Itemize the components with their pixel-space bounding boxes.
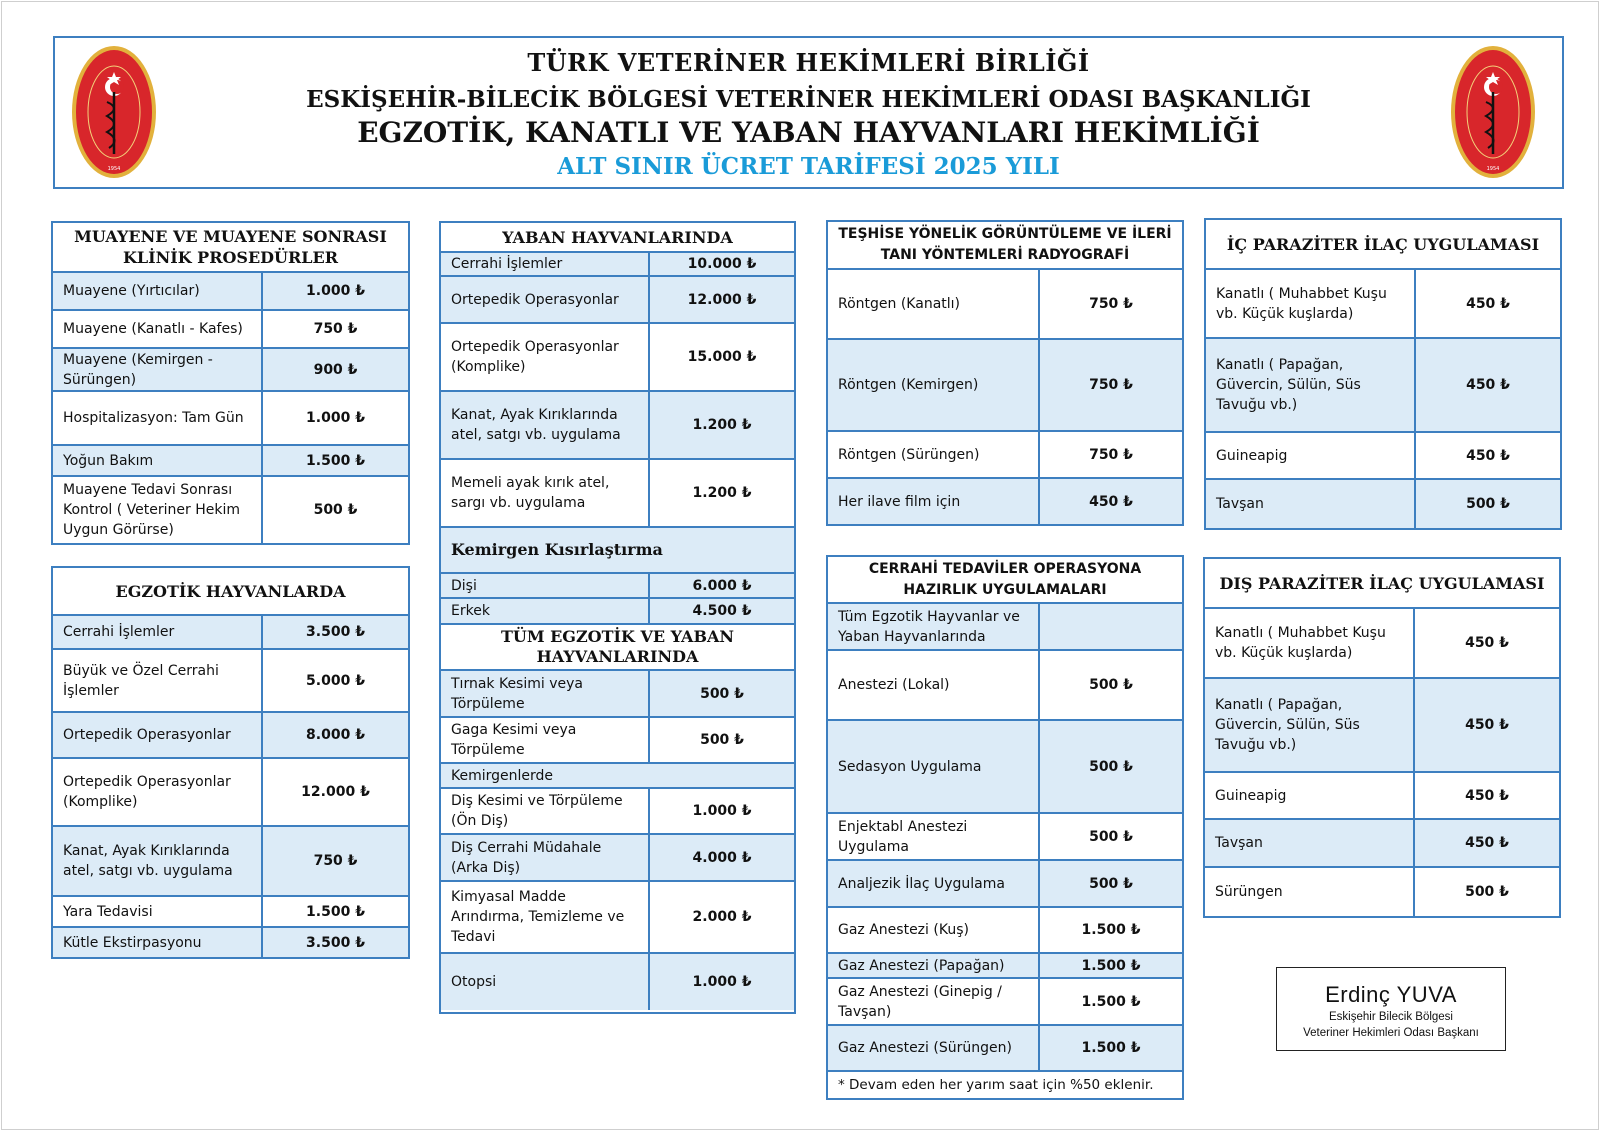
row-price: 1.000 ₺: [692, 803, 752, 819]
table-row: [828, 340, 1182, 432]
row-label: Röntgen (Kanatlı): [828, 270, 1040, 338]
section-title: TÜM EGZOTİK VE YABAN HAYVANLARINDA: [500, 627, 735, 666]
table-row: [828, 651, 1182, 721]
row-label: Ortepedik Operasyonlar (Komplike): [441, 324, 650, 390]
table-row: [441, 954, 794, 1010]
table-row: [441, 324, 794, 392]
row-price: 1.500 ₺: [1081, 922, 1141, 938]
muayene-table-title: MUAYENE VE MUAYENE SONRASI KLİNİK PROSEDÜRLER: [53, 223, 408, 273]
row-price: 450 ₺: [1465, 717, 1509, 733]
row-price: 500 ₺: [1466, 496, 1510, 512]
table-row: [1205, 820, 1559, 868]
table-row: [53, 928, 408, 957]
row-label: Yoğun Bakım: [53, 446, 263, 475]
row-label: Guineapig: [1205, 773, 1415, 818]
teshis-radyografi-table: [826, 220, 1184, 526]
row-price: 10.000 ₺: [687, 256, 757, 272]
section-label: Kemirgen Kısırlaştırma: [451, 540, 663, 559]
row-label: Yara Tedavisi: [53, 897, 263, 926]
row-price: 450 ₺: [1089, 493, 1133, 510]
table-row: [53, 392, 408, 446]
table-row: [53, 477, 408, 543]
row-price: 500 ₺: [700, 685, 744, 702]
row-price: 500 ₺: [313, 502, 358, 518]
header-tariff-title: ALT SINIR ÜCRET TARİFESİ 2025 YILI: [557, 153, 1060, 180]
egzotik-table-title: EGZOTİK HAYVANLARDA: [53, 568, 408, 616]
table-row: [53, 827, 408, 897]
row-price: 1.200 ₺: [692, 485, 752, 501]
table-row: [441, 789, 794, 835]
row-price: 500 ₺: [1089, 677, 1133, 693]
row-label: Analjezik İlaç Uygulama: [828, 861, 1040, 906]
tum-hayvanlar-section-heading: [441, 625, 794, 671]
row-price: 450 ₺: [1465, 635, 1509, 651]
table-row: [53, 616, 408, 650]
signatory-title: Veteriner Hekimleri Odası Başkanı: [1303, 1027, 1479, 1039]
row-price: 15.000 ₺: [687, 349, 757, 365]
yaban-table-title: YABAN HAYVANLARINDA: [441, 223, 794, 253]
row-label: Cerrahi İşlemler: [441, 253, 650, 275]
table-row: [53, 273, 408, 311]
row-label: Büyük ve Özel Cerrahi İşlemler: [53, 650, 263, 711]
table-row: [828, 861, 1182, 908]
row-price: 750 ₺: [313, 853, 358, 869]
row-price: 1.000 ₺: [306, 283, 365, 299]
row-label: Kanatlı ( Papağan, Güvercin, Sülün, Süs Tavuğu vb.): [1206, 339, 1416, 431]
row-label: Kanat, Ayak Kırıklarında atel, satgı vb. uygulama: [53, 827, 263, 895]
row-price: 900 ₺: [313, 361, 358, 378]
row-label: Kanatlı ( Muhabbet Kuşu vb. Küçük kuşlarda): [1206, 270, 1416, 337]
kisirlastirma-section-heading: [441, 528, 794, 574]
table-row: [828, 954, 1182, 979]
row-price: 750 ₺: [1089, 296, 1133, 312]
header-speciality-title: EGZOTİK, KANATLI VE YABAN HAYVANLARI HEKİMLİĞİ: [357, 116, 1260, 149]
row-label: Muayene Tedavi Sonrası Kontrol ( Veteriner Hekim Uygun Görürse): [53, 477, 263, 543]
dis-paraziter-table: [1203, 557, 1561, 918]
row-price: 450 ₺: [1465, 787, 1509, 804]
table-row: [53, 713, 408, 759]
document-header: [53, 36, 1564, 189]
table-row: [828, 908, 1182, 954]
table-row: [1206, 433, 1560, 480]
row-price: 1.200 ₺: [692, 417, 752, 433]
row-label: Tavşan: [1206, 480, 1416, 528]
table-row: [53, 650, 408, 713]
row-price: 450 ₺: [1466, 295, 1510, 312]
table-row: [828, 270, 1182, 340]
row-label: Tırnak Kesimi veya Törpüleme: [441, 671, 650, 716]
table-row: [441, 574, 794, 599]
egzotik-table: [51, 566, 410, 959]
row-price: 4.000 ₺: [692, 849, 752, 866]
table-row: [53, 311, 408, 349]
table-row: [1205, 773, 1559, 820]
row-price: 1.500 ₺: [1081, 993, 1141, 1010]
row-price: 450 ₺: [1466, 447, 1510, 464]
ic-paraziter-title: İÇ PARAZİTER İLAÇ UYGULAMASI: [1206, 220, 1560, 270]
row-price: 450 ₺: [1465, 835, 1509, 851]
row-label: Ortepedik Operasyonlar: [53, 713, 263, 757]
row-label: Cerrahi İşlemler: [53, 616, 263, 648]
row-label: Erkek: [441, 599, 650, 623]
row-price: 500 ₺: [1089, 758, 1133, 775]
svg-text:1954: 1954: [1486, 166, 1500, 172]
table-row: [441, 460, 794, 528]
row-label: Otopsi: [441, 954, 650, 1010]
row-label: Muayene (Kanatlı - Kafes): [53, 311, 263, 347]
table-row: [828, 479, 1182, 524]
row-price: 12.000 ₺: [301, 784, 370, 800]
yaban-table: [439, 221, 796, 1014]
row-label: Ortepedik Operasyonlar: [441, 277, 650, 322]
row-label: Kimyasal Madde Arındırma, Temizleme ve Tedavi: [441, 882, 650, 952]
table-row: [53, 759, 408, 827]
row-price: 1.000 ₺: [692, 974, 752, 990]
table-row: [53, 446, 408, 477]
row-label: Enjektabl Anestezi Uygulama: [828, 814, 1040, 859]
row-price: 8.000 ₺: [306, 727, 365, 743]
header-chamber-title: ESKİŞEHİR-BİLECİK BÖLGESİ VETERİNER HEKİMLERİ ODASI BAŞKANLIĞI: [306, 86, 1311, 113]
cerrahi-table-title: CERRAHİ TEDAVİLER OPERASYONA HAZIRLIK UYGULAMALARI: [828, 557, 1182, 604]
row-price: 1.500 ₺: [1081, 957, 1141, 974]
table-row: [441, 835, 794, 882]
row-label: Hospitalizasyon: Tam Gün: [53, 392, 263, 444]
row-label: Tavşan: [1205, 820, 1415, 866]
table-row: [828, 432, 1182, 479]
dis-paraziter-title: DIŞ PARAZİTER İLAÇ UYGULAMASI: [1205, 559, 1559, 609]
row-price: 1.500 ₺: [306, 903, 365, 920]
row-label: Kanatlı ( Muhabbet Kuşu vb. Küçük kuşlarda): [1205, 609, 1415, 677]
row-price: 1.500 ₺: [1081, 1040, 1141, 1056]
row-label: Anestezi (Lokal): [828, 651, 1040, 719]
table-row: [828, 721, 1182, 814]
signature-box: [1276, 967, 1506, 1051]
row-price: 1.000 ₺: [306, 410, 365, 426]
row-label: Sedasyon Uygulama: [828, 721, 1040, 812]
table-row: [441, 718, 794, 764]
row-price: 750 ₺: [1089, 377, 1133, 393]
table-row: [1206, 480, 1560, 528]
row-label: Memeli ayak kırık atel, sargı vb. uygulama: [441, 460, 650, 526]
row-label: Gaz Anestezi (Ginepig / Tavşan): [828, 979, 1040, 1024]
row-label: Muayene (Kemirgen - Sürüngen): [53, 349, 263, 390]
row-price: 750 ₺: [1089, 446, 1133, 463]
row-label: Gaga Kesimi veya Törpüleme: [441, 718, 650, 762]
row-label: Röntgen (Kemirgen): [828, 340, 1040, 430]
table-row: [1205, 868, 1559, 916]
row-label: Gaz Anestezi (Sürüngen): [828, 1026, 1040, 1070]
row-price: 500 ₺: [1465, 884, 1509, 900]
row-label: Röntgen (Sürüngen): [828, 432, 1040, 477]
table-row: [441, 392, 794, 460]
row-label: Sürüngen: [1205, 868, 1415, 916]
table-row: [441, 671, 794, 718]
table-row: [1205, 679, 1559, 773]
row-label: Diş Kesimi ve Törpüleme (Ön Diş): [441, 789, 650, 833]
row-price: 12.000 ₺: [687, 291, 757, 308]
table-row: [53, 349, 408, 392]
table-row: [1206, 339, 1560, 433]
header-union-title: TÜRK VETERİNER HEKİMLERİ BİRLİĞİ: [527, 48, 1090, 77]
table-row: [828, 1026, 1182, 1072]
row-price: 5.000 ₺: [306, 672, 365, 689]
cerrahi-hazirlik-table: [826, 555, 1184, 1100]
table-row: [1206, 270, 1560, 339]
table-row: [1205, 609, 1559, 679]
table-row: [441, 277, 794, 324]
signatory-name: Erdinç YUVA: [1325, 982, 1457, 1007]
table-row: [441, 253, 794, 277]
row-label: Gaz Anestezi (Kuş): [828, 908, 1040, 952]
row-label: Kütle Ekstirpasyonu: [53, 928, 263, 957]
subheading-label: Kemirgenlerde: [451, 767, 554, 784]
row-label: Her ilave film için: [828, 479, 1040, 524]
row-price: 4.500 ₺: [692, 603, 752, 619]
signatory-region: Eskişehir Bilecik Bölgesi: [1329, 1011, 1453, 1023]
table-row: [441, 882, 794, 954]
row-label: Diş Cerrahi Müdahale (Arka Diş): [441, 835, 650, 880]
row-price: [1040, 604, 1182, 649]
table-row: [828, 979, 1182, 1026]
row-price: 500 ₺: [700, 732, 744, 748]
row-price: 3.500 ₺: [306, 624, 365, 640]
row-price: 1.500 ₺: [306, 452, 365, 469]
row-label: Kanat, Ayak Kırıklarında atel, satgı vb. uygulama: [441, 392, 650, 458]
row-price: 750 ₺: [313, 321, 358, 337]
row-price: 500 ₺: [1089, 875, 1133, 892]
emblem-logo-right: [1448, 42, 1538, 182]
half-hour-note: * Devam eden her yarım saat için %50 eklenir.: [838, 1077, 1154, 1093]
row-label: Guineapig: [1206, 433, 1416, 478]
table-row: [53, 897, 408, 928]
svg-text:1954: 1954: [107, 166, 121, 172]
row-price: 3.500 ₺: [306, 934, 365, 951]
row-price: 450 ₺: [1466, 377, 1510, 393]
table-row: [828, 604, 1182, 651]
table-row: [441, 599, 794, 625]
row-label: Tüm Egzotik Hayvanlar ve Yaban Hayvanlarında: [828, 604, 1040, 649]
row-price: 6.000 ₺: [692, 577, 752, 594]
table-row: [828, 814, 1182, 861]
row-label: Dişi: [441, 574, 650, 597]
row-price: 500 ₺: [1089, 828, 1133, 845]
kemirgenlerde-subheading: [441, 764, 794, 789]
row-label: Gaz Anestezi (Papağan): [828, 954, 1040, 977]
ic-paraziter-table: [1204, 218, 1562, 530]
row-label: Ortepedik Operasyonlar (Komplike): [53, 759, 263, 825]
row-label: Kanatlı ( Papağan, Güvercin, Sülün, Süs Tavuğu vb.): [1205, 679, 1415, 771]
teshis-table-title: TEŞHİSE YÖNELİK GÖRÜNTÜLEME VE İLERİ TANI YÖNTEMLERİ RADYOGRAFİ: [828, 222, 1182, 270]
row-label: Muayene (Yırtıcılar): [53, 273, 263, 309]
row-price: 2.000 ₺: [692, 909, 752, 925]
muayene-table: [51, 221, 410, 545]
